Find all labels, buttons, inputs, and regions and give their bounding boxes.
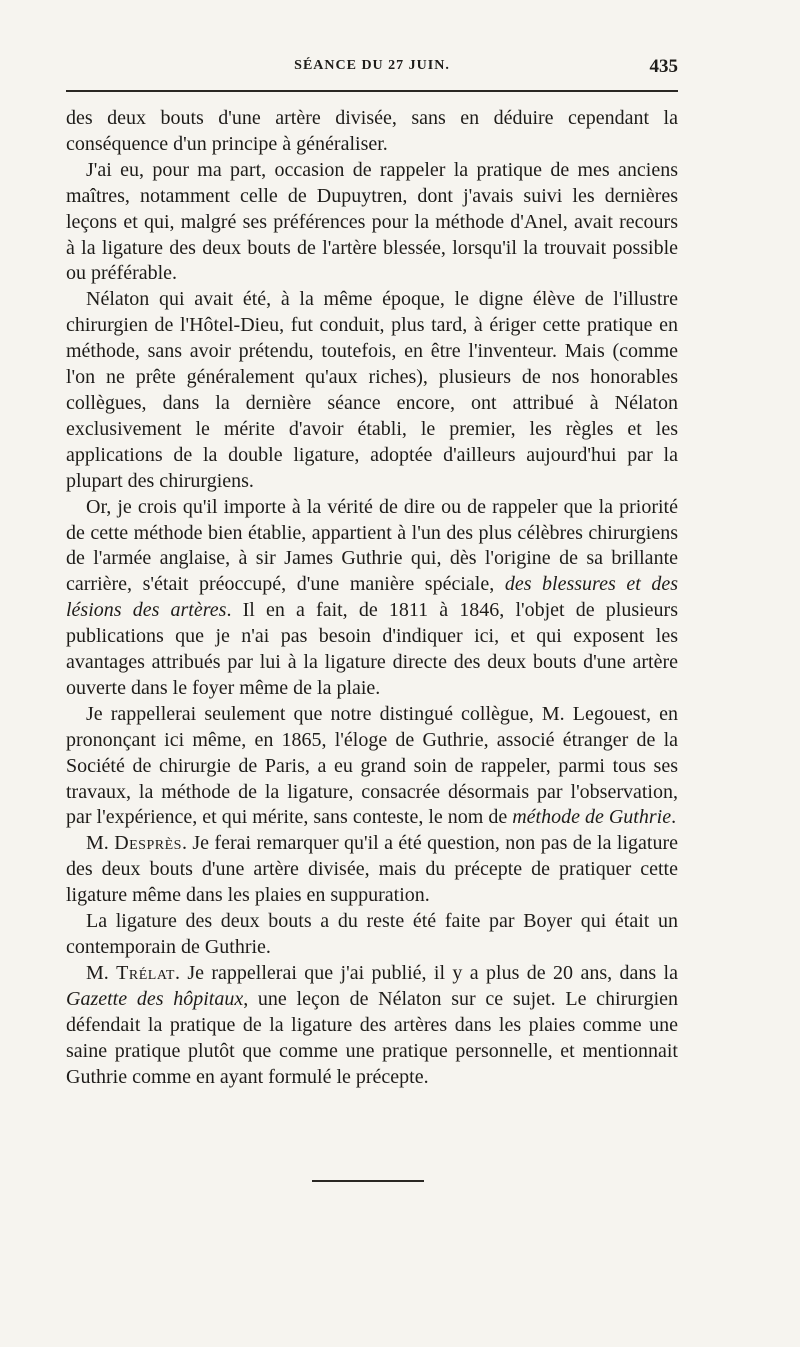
page-number: 435 bbox=[649, 56, 678, 77]
paragraph bbox=[66, 961, 678, 1091]
italic-term: méthode de Guthrie bbox=[512, 806, 672, 829]
paragraph-text: . Je ferai remarquer qu'il a été question, non pas de la ligature des deux bouts d'une artère divisée, mais du précepte de pratiquer cette ligature même dans les plaies en suppuration. bbox=[66, 832, 678, 907]
paragraph-text: Nélaton qui avait été, à la même époque, le digne élève de l'illustre chirurgien de l'Hôtel-Dieu, fut conduit, plus tard, à ériger cette pratique en méthode, sans avoir prétendu, toutefois, en être l'inventeur. Mais (comme l'on ne prête généralement qu'aux riches), plusieurs de nos honorables collègues, dans la dernière séance encore, ont attribué à Nélaton exclusivement le mérite d'avoir établi, le premier, les règles et les applications de la double ligature, adoptée d'ailleurs aujourd'hui par la plupart des chirurgiens. bbox=[66, 288, 678, 492]
paragraph-text: J'ai eu, pour ma part, occasion de rappeler la pratique de mes anciens maîtres, notamment celle de Dupuytren, dont j'avais suivi les dernières leçons et qui, malgré ses préférences pour la méthode d'Anel, avait recours à la ligature des deux bouts de l'artère blessée, lorsqu'il la trouvait possible ou préférable. bbox=[66, 158, 678, 285]
paragraph-text: . bbox=[671, 806, 677, 829]
closing-rule bbox=[312, 1180, 424, 1182]
header-rule bbox=[66, 90, 678, 92]
paragraph-text: des deux bouts d'une artère divisée, sans en déduire cependant la conséquence d'un principe à généraliser. bbox=[66, 107, 678, 155]
running-head: SÉANCE DU 27 JUIN. bbox=[294, 58, 450, 73]
italic-journal: Gazette des hôpitaux bbox=[66, 987, 244, 1010]
speaker-name: Trélat bbox=[116, 961, 175, 984]
paragraph-text: , une leçon de Nélaton sur ce sujet. Le chirurgien défendait la pratique de la ligature des artères dans les plaies comme une saine pratique plutôt que comme une pratique personnelle, et mentionnait Guthrie comme en ayant formulé le précepte. bbox=[66, 987, 679, 1088]
paragraph bbox=[66, 287, 678, 494]
paragraph-text: Je rappellerai seulement que notre distingué collègue, M. Legouest, en prononçant ici même, en 1865, l'éloge de Guthrie, associé étranger de la Société de chirurgie de Paris, a eu grand soin de rappeler, parmi tous ses travaux, la méthode de la ligature, consacrée désormais par l'observation, par l'expérience, et qui mérite, sans conteste, le nom de bbox=[66, 702, 678, 829]
paragraph-text: . Je rappellerai que j'ai publié, il y a plus de 20 ans, dans la bbox=[174, 961, 678, 984]
italic-title: des blessures et des lésions des artères bbox=[66, 573, 679, 622]
speaker-name: Desprès bbox=[114, 832, 182, 855]
body-text bbox=[66, 106, 678, 1090]
speaker-prefix: M. bbox=[86, 961, 117, 984]
page-header bbox=[66, 56, 678, 82]
paragraph bbox=[66, 702, 678, 832]
paragraph bbox=[66, 106, 678, 158]
speaker-prefix: M. bbox=[86, 832, 115, 855]
paragraph bbox=[66, 495, 678, 702]
paragraph-text: . Il en a fait, de 1811 à 1846, l'objet de plusieurs publications que je n'ai pas besoin d'indiquer ici, et qui exposent les avantages attribués par lui à la ligature directe des deux bouts d'une artère ouverte dans le foyer même de la plaie. bbox=[66, 599, 678, 699]
paragraph-text: Or, je crois qu'il importe à la vérité de dire ou de rappeler que la priorité de cette méthode bien établie, appartient à l'un des plus célèbres chirurgiens de l'armée anglaise, à sir James Guthrie qui, dès l'origine de sa brillante carrière, s'était préoccupé, d'une manière spéciale, bbox=[66, 495, 678, 596]
paragraph bbox=[66, 831, 678, 909]
paragraph-text: La ligature des deux bouts a du reste été faite par Boyer qui était un contemporain de Guthrie. bbox=[66, 910, 678, 958]
paragraph bbox=[66, 158, 678, 288]
paragraph bbox=[66, 909, 678, 961]
